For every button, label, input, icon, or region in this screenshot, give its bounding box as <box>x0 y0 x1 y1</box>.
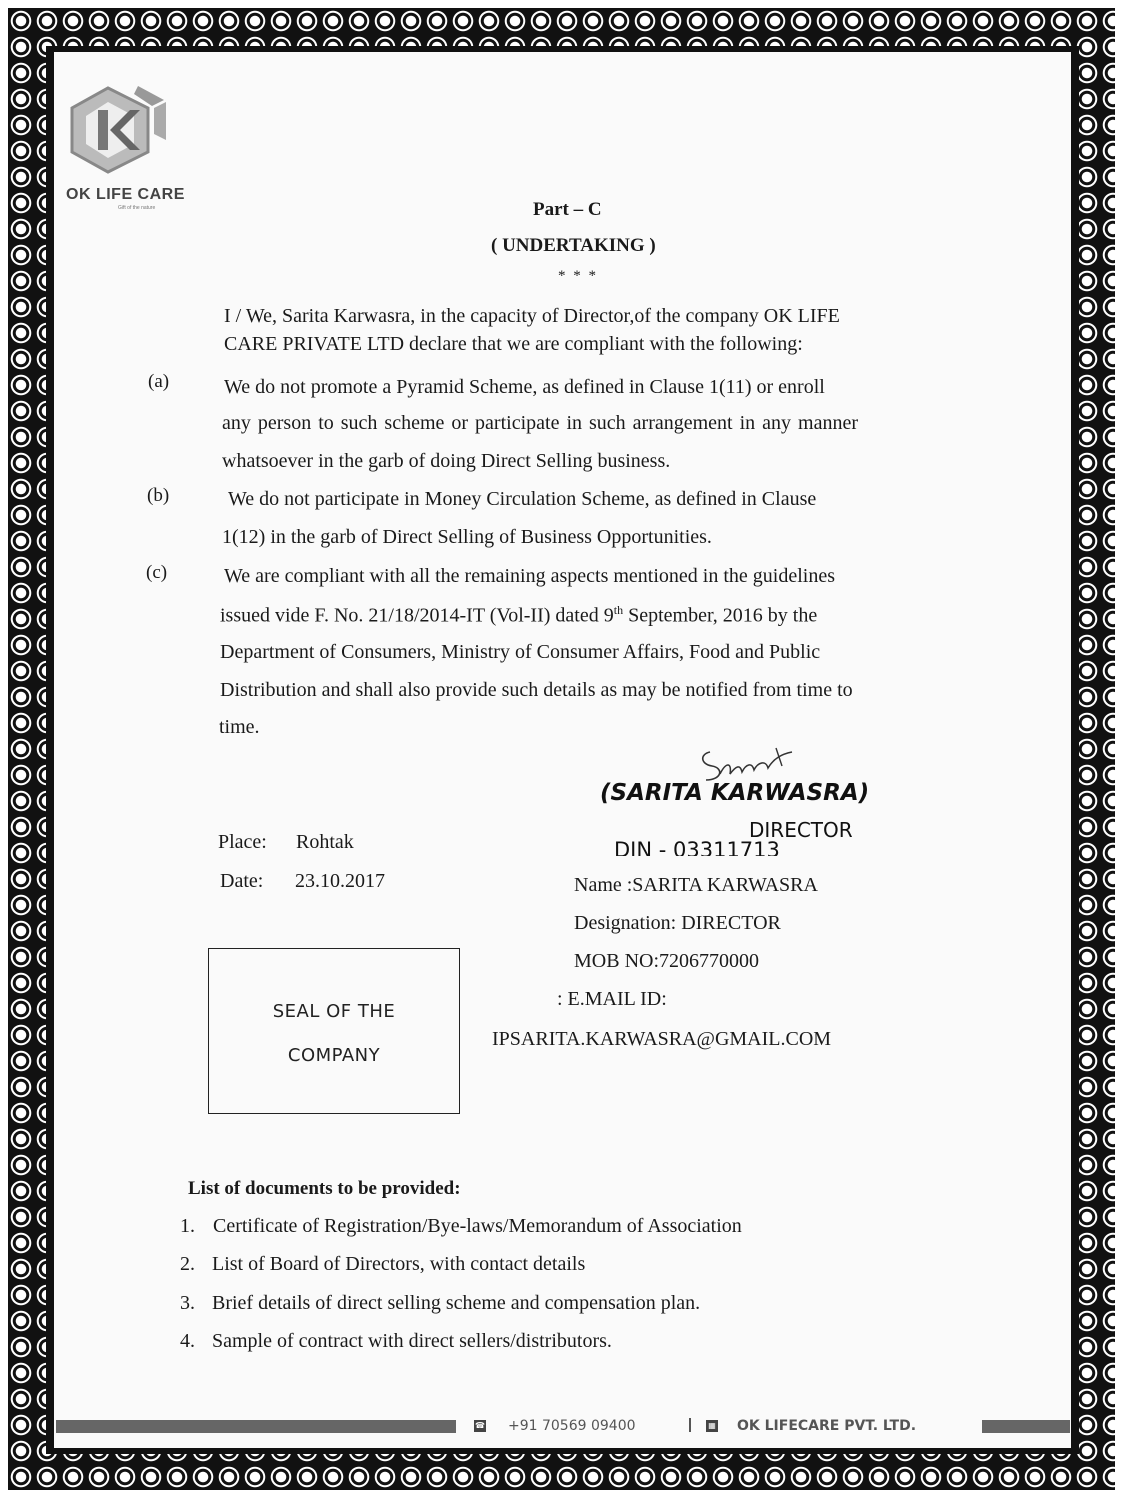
seal-line-1: SEAL OF THE <box>272 1001 396 1022</box>
document-item-4: Sample of contract with direct sellers/distributors. <box>212 1330 612 1352</box>
place-label: Place: <box>218 831 267 853</box>
building-icon: ▦ <box>706 1420 718 1432</box>
document-item-2: List of Board of Directors, with contact details <box>212 1253 586 1275</box>
clause-c-line-3: Department of Consumers, Ministry of Consumer Affairs, Food and Public <box>220 641 821 663</box>
signatory-name: Name :SARITA KARWASRA <box>574 874 818 896</box>
footer-divider <box>689 1418 691 1432</box>
clause-c-line-2: issued vide F. No. 21/18/2014-IT (Vol-II) dated 9th September, 2016 by the <box>220 603 818 627</box>
clause-b-label: (b) <box>147 485 170 506</box>
stamp-name: (SARITA KARWASRA) <box>600 780 870 806</box>
stamp-din: DIN - 03311713 <box>614 838 780 856</box>
clause-c-line-5: time. <box>219 716 260 738</box>
undertaking-title: ( UNDERTAKING ) <box>491 235 656 256</box>
clause-b-line-2: 1(12) in the garb of Direct Selling of Business Opportunities. <box>222 526 712 548</box>
document-num-1: 1. <box>180 1215 195 1237</box>
signatory-designation: Designation: DIRECTOR <box>574 912 781 934</box>
intro-line-2: CARE PRIVATE LTD declare that we are compliant with the following: <box>224 333 803 355</box>
footer-bar-right <box>982 1420 1070 1433</box>
signatory-email-label: : E.MAIL ID: <box>557 988 667 1010</box>
part-heading: Part – C <box>533 199 602 220</box>
clause-a-line-3: whatsoever in the garb of doing Direct Selling business. <box>222 450 671 472</box>
date-value: 23.10.2017 <box>295 870 385 892</box>
date-label: Date: <box>220 870 264 892</box>
phone-icon: ☎ <box>475 1421 485 1430</box>
footer-company: OK LIFECARE PVT. LTD. <box>737 1418 917 1434</box>
logo-tagline: Gift of the nature <box>118 205 156 211</box>
document-num-4: 4. <box>180 1330 195 1352</box>
clause-a-label: (a) <box>148 371 170 392</box>
footer-bar-left <box>56 1420 456 1433</box>
intro-line-1: I / We, Sarita Karwasra, in the capacity of Director,of the company OK LIFE <box>224 305 840 327</box>
document-num-3: 3. <box>180 1292 195 1314</box>
stamp-din-clip <box>614 838 854 856</box>
stamp-designation: DIRECTOR <box>749 818 853 842</box>
document-page <box>54 52 1071 1448</box>
document-item-1: Certificate of Registration/Bye-laws/Memorandum of Association <box>213 1215 742 1237</box>
title-stars: * * * <box>558 268 598 284</box>
document-num-2: 2. <box>180 1253 195 1275</box>
clause-b-line-1: We do not participate in Money Circulation Scheme, as defined in Clause <box>228 488 817 510</box>
document-item-3: Brief details of direct selling scheme and compensation plan. <box>212 1292 701 1314</box>
clause-a-line-2: any person to such scheme or participate in such arrangement in any manner <box>222 412 859 434</box>
place-value: Rohtak <box>296 831 354 853</box>
clause-c-line-4: Distribution and shall also provide such details as may be notified from time to <box>220 679 853 701</box>
logo-name: OK LIFE CARE <box>66 186 185 203</box>
signatory-mobile: MOB NO:7206770000 <box>574 950 760 972</box>
company-seal-box <box>208 948 460 1114</box>
documents-heading: List of documents to be provided: <box>188 1178 461 1199</box>
signatory-email: IPSARITA.KARWASRA@GMAIL.COM <box>492 1028 832 1050</box>
clause-a-line-1: We do not promote a Pyramid Scheme, as defined in Clause 1(11) or enroll <box>224 376 825 398</box>
seal-line-2: COMPANY <box>287 1045 381 1066</box>
clause-c-line-1: We are compliant with all the remaining aspects mentioned in the guidelines <box>224 565 835 587</box>
clause-c-label: (c) <box>146 562 168 583</box>
footer-phone: +91 70569 09400 <box>508 1418 636 1434</box>
